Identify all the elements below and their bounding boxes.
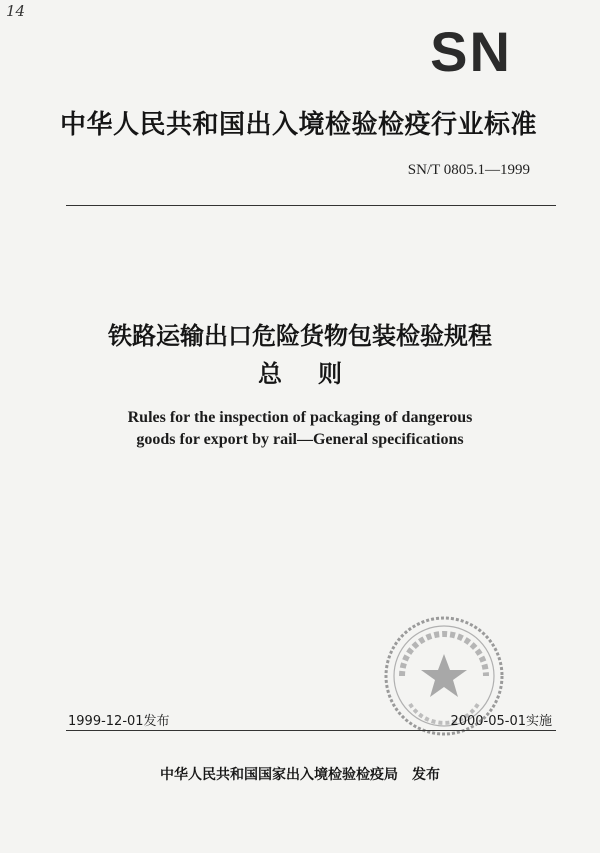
handwritten-note: 14	[6, 2, 26, 20]
title-en-line1: Rules for the inspection of packaging of dangerous	[127, 409, 473, 426]
sn-logo-text: SN	[430, 24, 512, 76]
implementation-date: 2000-05-01实施	[450, 714, 552, 729]
issuer-name: 中华人民共和国国家出入境检验检疫局	[160, 767, 398, 783]
title-cn-line2: 总则	[258, 360, 378, 388]
title-cn-line1: 铁路运输出口危险货物包装检验规程	[108, 322, 492, 350]
title-en-line2: goods for export by rail—General specifications	[136, 431, 464, 448]
top-divider	[66, 205, 556, 206]
bottom-divider	[66, 730, 556, 731]
standard-number: SN/T 0805.1—1999	[407, 162, 530, 178]
issuer-line	[0, 764, 600, 784]
header-title: 中华人民共和国出入境检验检疫行业标准	[60, 110, 538, 140]
issuer-release: 发布	[412, 767, 440, 783]
issue-date: 1999-12-01发布	[68, 714, 170, 729]
sn-logo-icon	[420, 24, 522, 76]
